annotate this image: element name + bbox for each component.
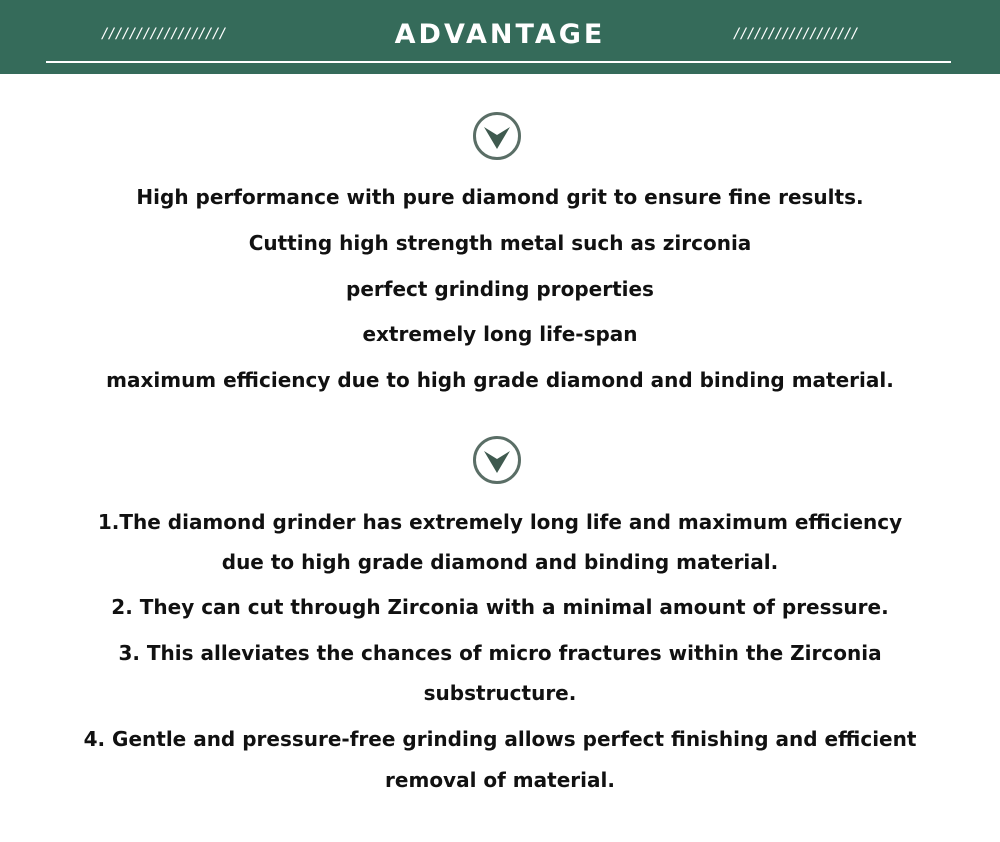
detail-line: 3. This alleviates the chances of micro fractures within the Zirconia (118, 641, 882, 665)
detail-line: 4. Gentle and pressure-free grinding allows perfect finishing and efficient (83, 727, 917, 751)
header-banner (0, 0, 1000, 74)
summary-line: maximum efficiency due to high grade diamond and binding material. (106, 368, 894, 392)
header-divider (46, 61, 951, 63)
left-slash-decoration: ////////////////// (101, 26, 226, 42)
summary-line: Cutting high strength metal such as zirconia (248, 231, 752, 255)
detail-line: removal of material. (385, 768, 615, 792)
page-title: ADVANTAGE (394, 19, 606, 50)
detail-line: 1.The diamond grinder has extremely long life and maximum efficiency (97, 510, 903, 534)
summary-line: extremely long life-span (362, 322, 638, 346)
summary-line: perfect grinding properties (346, 277, 654, 301)
right-slash-decoration: ////////////////// (733, 26, 858, 42)
chevron-down-circle-icon (472, 111, 522, 161)
detail-line: substructure. (423, 681, 577, 705)
detail-line: due to high grade diamond and binding material. (221, 550, 779, 574)
summary-line: High performance with pure diamond grit to ensure fine results. (136, 185, 864, 209)
detail-line: 2. They can cut through Zirconia with a minimal amount of pressure. (111, 595, 889, 619)
chevron-down-circle-icon (472, 435, 522, 485)
